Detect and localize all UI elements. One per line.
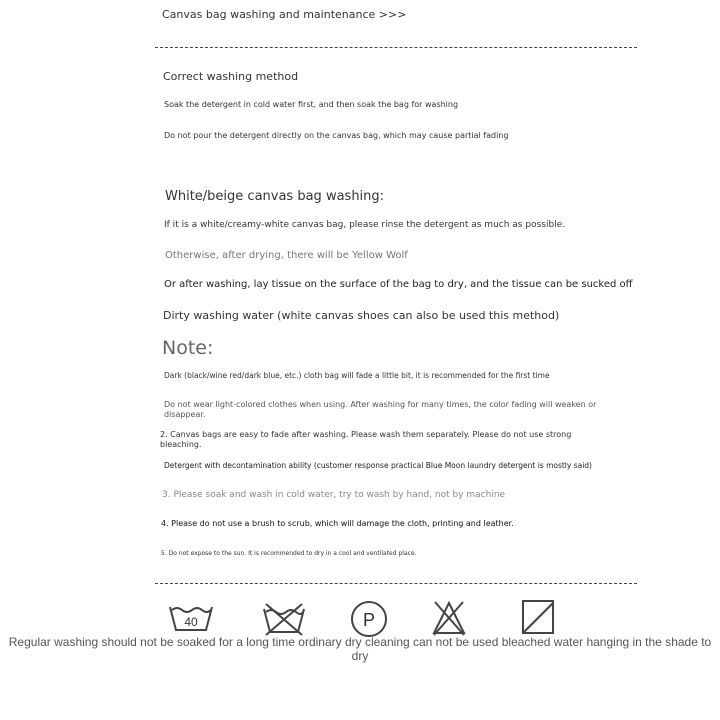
- shade-dry-icon: [521, 599, 555, 635]
- note-item-2: 2. Canvas bags are easy to fade after washing. Please wash them separately. Please do not use strong bleaching.: [160, 430, 572, 449]
- note-item-4: 4. Please do not use a brush to scrub, which will damage the cloth, printing and leather.: [161, 519, 514, 528]
- page-title: Canvas bag washing and maintenance >>>: [162, 8, 407, 21]
- white-bag-line-3: Or after washing, lay tissue on the surface of the bag to dry, and the tissue can be sucked off: [164, 279, 633, 290]
- white-bag-line-4: Dirty washing water (white canvas shoes can also be used this method): [163, 309, 560, 322]
- divider-bottom: [155, 583, 637, 584]
- icon-caption: Regular washing should not be soaked for a long time ordinary dry cleaning can not be used bleached water hanging in the shade to dry: [8, 635, 712, 664]
- dry-clean-letter: P: [362, 610, 376, 630]
- no-bleach-icon: [431, 600, 467, 636]
- note-item-3: 3. Please soak and wash in cold water, try to wash by hand, not by machine: [162, 490, 506, 500]
- washing-method-heading: Correct washing method: [163, 70, 299, 83]
- washing-method-line-1: Soak the detergent in cold water first, and then soak the bag for washing: [164, 100, 459, 109]
- dry-clean-icon: [349, 599, 389, 639]
- divider-top: [155, 47, 637, 48]
- note-item-1b: Do not wear light-colored clothes when using. After washing for many times, the color fading will weaken or disappear.: [164, 400, 597, 419]
- note-item-5: 5. Do not expose to the sun. It is recommended to dry in a cool and ventilated place.: [161, 550, 417, 557]
- white-bag-heading: White/beige canvas bag washing:: [165, 189, 385, 204]
- white-bag-line-2: Otherwise, after drying, there will be Yellow Wolf: [165, 250, 408, 261]
- wash-40-icon: [168, 602, 214, 632]
- wash-temp-label: 40: [184, 615, 198, 629]
- washing-method-line-2: Do not pour the detergent directly on the canvas bag, which may cause partial fading: [164, 131, 509, 140]
- note-item-2b: Detergent with decontamination ability (customer response practical Blue Moon laundry detergent is mostly said): [164, 461, 592, 470]
- note-item-1: Dark (black/wine red/dark blue, etc.) cloth bag will fade a little bit, it is recommended for the first time: [164, 371, 550, 380]
- white-bag-line-1: If it is a white/creamy-white canvas bag, please rinse the detergent as much as possible.: [164, 220, 566, 230]
- note-heading: Note:: [162, 337, 214, 359]
- no-soak-icon: [261, 602, 307, 636]
